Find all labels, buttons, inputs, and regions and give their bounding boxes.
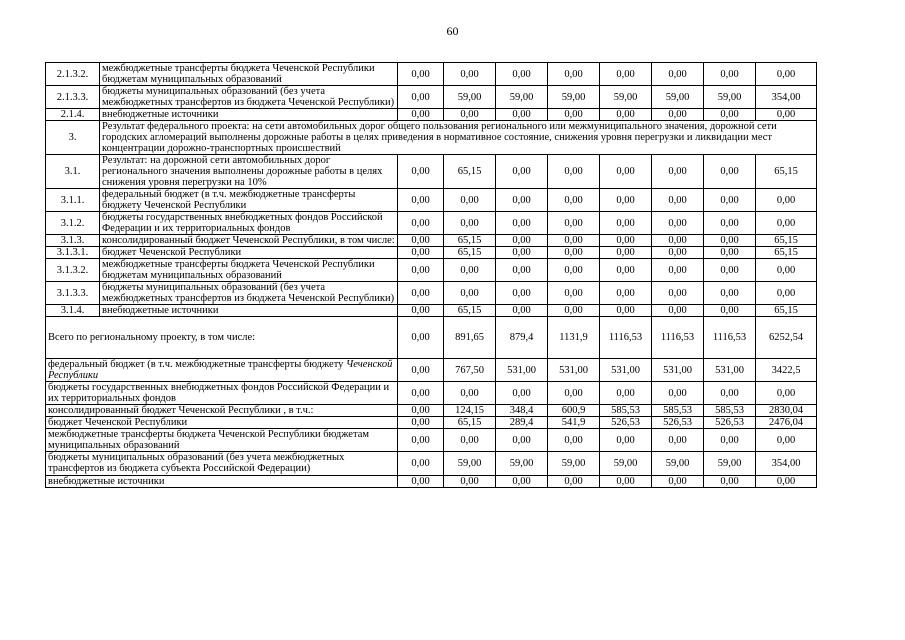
value-cell: 59,00	[444, 452, 496, 475]
value-cell: 124,15	[444, 405, 496, 417]
value-cell: 0,00	[548, 382, 600, 405]
value-cell: 585,53	[652, 405, 704, 417]
row-code: 2.1.3.3.	[46, 86, 100, 109]
row-label: бюджеты муниципальных образований (без учета межбюджетных трансфертов из бюджета Чеченской Республики)	[100, 282, 398, 305]
row-label: консолидированный бюджет Чеченской Республики, в том числе:	[100, 235, 398, 247]
value-cell: 585,53	[704, 405, 756, 417]
value-cell: 59,00	[600, 86, 652, 109]
table-row	[46, 259, 817, 282]
value-cell: 0,00	[652, 235, 704, 247]
value-cell: 0,00	[704, 429, 756, 452]
row-code: 2.1.3.2.	[46, 63, 100, 86]
value-cell: 59,00	[496, 452, 548, 475]
value-cell: 0,00	[600, 247, 652, 259]
value-cell: 0,00	[496, 247, 548, 259]
value-cell: 0,00	[600, 429, 652, 452]
value-cell: 0,00	[398, 359, 444, 382]
value-cell: 0,00	[398, 63, 444, 86]
value-cell: 0,00	[600, 382, 652, 405]
value-cell: 59,00	[548, 452, 600, 475]
value-cell: 59,00	[548, 86, 600, 109]
value-cell: 0,00	[496, 429, 548, 452]
value-cell: 0,00	[548, 429, 600, 452]
value-cell: 526,53	[652, 417, 704, 429]
table-row	[46, 109, 817, 121]
value-cell: 0,00	[444, 212, 496, 235]
table-row	[46, 212, 817, 235]
row-code: 3.	[46, 121, 100, 155]
value-cell: 59,00	[704, 452, 756, 475]
value-cell: 767,50	[444, 359, 496, 382]
value-cell: 0,00	[496, 282, 548, 305]
value-cell: 0,00	[496, 382, 548, 405]
row-total-cell: 65,15	[756, 235, 817, 247]
federal-label-italic: Чеченской Республики	[48, 359, 393, 382]
value-cell: 0,00	[444, 382, 496, 405]
value-cell: 0,00	[444, 259, 496, 282]
row-total-cell: 354,00	[756, 452, 817, 475]
value-cell: 0,00	[496, 475, 548, 487]
value-cell: 59,00	[496, 86, 548, 109]
result-text: Результат федерального проекта: на сети автомобильных дорог общего пользования регионального или межмуниципального значения, дорожной сети городских агломераций выполнены дорожные работы в целях приведения в нормативное состояние, снижения уровня перегрузки и ликвидации мест концентрации дорожно-транспортных происшествий	[100, 121, 817, 155]
value-cell: 0,00	[398, 259, 444, 282]
row-total-cell: 0,00	[756, 109, 817, 121]
value-cell: 0,00	[548, 259, 600, 282]
value-cell: 65,15	[444, 235, 496, 247]
value-cell: 59,00	[652, 452, 704, 475]
value-cell: 0,00	[398, 305, 444, 317]
value-cell: 526,53	[600, 417, 652, 429]
value-cell: 1116,53	[600, 317, 652, 359]
value-cell: 0,00	[600, 109, 652, 121]
row-total-cell: 65,15	[756, 305, 817, 317]
row-code: 3.1.3.2.	[46, 259, 100, 282]
row-label: консолидированный бюджет Чеченской Республики , в т.ч.:	[46, 405, 398, 417]
row-total-cell: 2476,04	[756, 417, 817, 429]
table-row	[46, 429, 817, 452]
value-cell: 891,65	[444, 317, 496, 359]
row-label: бюджеты муниципальных образований (без учета межбюджетных трансфертов из бюджета Чеченской Республики)	[100, 86, 398, 109]
row-label: межбюджетные трансферты бюджета Чеченской Республики бюджетам муниципальных образований	[100, 259, 398, 282]
value-cell: 0,00	[398, 235, 444, 247]
value-cell: 526,53	[704, 417, 756, 429]
row-label: внебюджетные источники	[46, 475, 398, 487]
row-label: бюджеты государственных внебюджетных фондов Российской Федерации и их территориальных фондов	[46, 382, 398, 405]
table-row	[46, 235, 817, 247]
value-cell: 0,00	[652, 155, 704, 189]
row-total-cell: 6252,54	[756, 317, 817, 359]
value-cell: 0,00	[600, 189, 652, 212]
table-row	[46, 417, 817, 429]
value-cell: 531,00	[652, 359, 704, 382]
value-cell: 0,00	[398, 429, 444, 452]
row-label: бюджеты муниципальных образований (без учета межбюджетных трансфертов из бюджета субъекта Российской Федерации)	[46, 452, 398, 475]
value-cell: 0,00	[548, 475, 600, 487]
table-row	[46, 382, 817, 405]
row-total-cell: 0,00	[756, 382, 817, 405]
row-code: 3.1.3.1.	[46, 247, 100, 259]
value-cell: 0,00	[496, 155, 548, 189]
value-cell: 0,00	[600, 155, 652, 189]
value-cell: 531,00	[496, 359, 548, 382]
table-body	[46, 63, 817, 488]
value-cell: 0,00	[444, 475, 496, 487]
value-cell: 0,00	[652, 259, 704, 282]
value-cell: 0,00	[600, 235, 652, 247]
table-row	[46, 475, 817, 487]
row-label: федеральный бюджет (в т.ч. межбюджетные трансферты бюджету Чеченской Республики	[100, 189, 398, 212]
value-cell: 0,00	[652, 212, 704, 235]
row-code: 3.1.3.3.	[46, 282, 100, 305]
value-cell: 0,00	[496, 189, 548, 212]
value-cell: 0,00	[652, 429, 704, 452]
value-cell: 0,00	[704, 282, 756, 305]
value-cell: 0,00	[548, 155, 600, 189]
value-cell: 0,00	[548, 282, 600, 305]
row-total-cell: 0,00	[756, 212, 817, 235]
row-code: 3.1.4.	[46, 305, 100, 317]
row-total-cell: 0,00	[756, 259, 817, 282]
value-cell: 531,00	[548, 359, 600, 382]
value-cell: 0,00	[496, 235, 548, 247]
value-cell: 0,00	[444, 429, 496, 452]
row-label: внебюджетные источники	[100, 305, 398, 317]
value-cell: 0,00	[496, 305, 548, 317]
value-cell: 0,00	[600, 63, 652, 86]
table-row	[46, 305, 817, 317]
row-label: бюджет Чеченской Республики	[46, 417, 398, 429]
row-total-cell: 0,00	[756, 282, 817, 305]
row-total-cell: 65,15	[756, 155, 817, 189]
value-cell: 1116,53	[704, 317, 756, 359]
table-row	[46, 86, 817, 109]
row-code: 2.1.4.	[46, 109, 100, 121]
value-cell: 0,00	[652, 305, 704, 317]
value-cell: 0,00	[704, 259, 756, 282]
value-cell: 0,00	[704, 63, 756, 86]
row-total-cell: 2830,04	[756, 405, 817, 417]
total-row	[46, 317, 817, 359]
value-cell: 0,00	[704, 305, 756, 317]
row-label: внебюджетные источники	[100, 109, 398, 121]
value-cell: 0,00	[704, 189, 756, 212]
value-cell: 0,00	[398, 155, 444, 189]
row-label: бюджеты государственных внебюджетных фондов Российской Федерации и их территориальных фондов	[100, 212, 398, 235]
value-cell: 0,00	[704, 475, 756, 487]
value-cell: 289,4	[496, 417, 548, 429]
row-label: бюджет Чеченской Республики	[100, 247, 398, 259]
value-cell: 0,00	[398, 189, 444, 212]
value-cell: 0,00	[398, 109, 444, 121]
result-row	[46, 121, 817, 155]
row-code: 3.1.1.	[46, 189, 100, 212]
value-cell: 0,00	[496, 212, 548, 235]
federal-label-main: федеральный бюджет (в т.ч. межбюджетные трансферты бюджету	[48, 359, 344, 371]
row-code: 3.1.3.	[46, 235, 100, 247]
value-cell: 1131,9	[548, 317, 600, 359]
row-label: межбюджетные трансферты бюджета Чеченской Республики бюджетам муниципальных образований	[100, 63, 398, 86]
value-cell: 0,00	[704, 235, 756, 247]
value-cell: 0,00	[398, 282, 444, 305]
value-cell: 0,00	[652, 63, 704, 86]
value-cell: 0,00	[548, 63, 600, 86]
value-cell: 0,00	[548, 305, 600, 317]
value-cell: 0,00	[398, 317, 444, 359]
table-row	[46, 63, 817, 86]
value-cell: 0,00	[548, 235, 600, 247]
value-cell: 0,00	[444, 109, 496, 121]
table-row	[46, 405, 817, 417]
table-row	[46, 247, 817, 259]
row-total-cell: 0,00	[756, 63, 817, 86]
row-total-cell: 65,15	[756, 247, 817, 259]
value-cell: 59,00	[444, 86, 496, 109]
value-cell: 0,00	[704, 382, 756, 405]
value-cell: 0,00	[444, 189, 496, 212]
value-cell: 0,00	[600, 305, 652, 317]
value-cell: 0,00	[548, 212, 600, 235]
row-code: 3.1.	[46, 155, 100, 189]
table-row	[46, 189, 817, 212]
total-label: Всего по региональному проекту, в том числе:	[46, 317, 398, 359]
value-cell: 0,00	[398, 405, 444, 417]
value-cell: 0,00	[398, 452, 444, 475]
value-cell: 0,00	[704, 155, 756, 189]
value-cell: 0,00	[444, 282, 496, 305]
value-cell: 0,00	[600, 212, 652, 235]
value-cell: 348,4	[496, 405, 548, 417]
value-cell: 0,00	[704, 247, 756, 259]
table-row	[46, 282, 817, 305]
value-cell: 585,53	[600, 405, 652, 417]
value-cell: 0,00	[398, 212, 444, 235]
row-total-cell: 0,00	[756, 429, 817, 452]
value-cell: 0,00	[548, 189, 600, 212]
value-cell: 0,00	[398, 417, 444, 429]
value-cell: 879,4	[496, 317, 548, 359]
value-cell: 0,00	[548, 109, 600, 121]
value-cell: 0,00	[398, 475, 444, 487]
value-cell: 531,00	[704, 359, 756, 382]
value-cell: 65,15	[444, 417, 496, 429]
value-cell: 0,00	[652, 109, 704, 121]
row-label: Результат: на дорожной сети автомобильных дорог регионального значения выполнены дорожные работы в целях снижения уровня перегрузки на 10%	[100, 155, 398, 189]
value-cell: 0,00	[652, 475, 704, 487]
federal-label	[46, 359, 398, 382]
value-cell: 0,00	[652, 189, 704, 212]
value-cell: 0,00	[704, 109, 756, 121]
value-cell: 0,00	[496, 109, 548, 121]
value-cell: 0,00	[444, 63, 496, 86]
value-cell: 59,00	[600, 452, 652, 475]
value-cell: 0,00	[548, 247, 600, 259]
row-code: 3.1.2.	[46, 212, 100, 235]
table-row	[46, 155, 817, 189]
value-cell: 65,15	[444, 305, 496, 317]
table-row	[46, 452, 817, 475]
value-cell: 0,00	[704, 212, 756, 235]
value-cell: 0,00	[398, 86, 444, 109]
row-total-cell: 0,00	[756, 189, 817, 212]
value-cell: 600,9	[548, 405, 600, 417]
value-cell: 0,00	[600, 475, 652, 487]
page-number: 60	[446, 24, 459, 38]
value-cell: 0,00	[600, 282, 652, 305]
value-cell: 59,00	[704, 86, 756, 109]
row-total-cell: 0,00	[756, 475, 817, 487]
value-cell: 65,15	[444, 247, 496, 259]
value-cell: 0,00	[652, 382, 704, 405]
row-total-cell: 354,00	[756, 86, 817, 109]
row-total-cell: 3422,5	[756, 359, 817, 382]
value-cell: 65,15	[444, 155, 496, 189]
value-cell: 0,00	[652, 247, 704, 259]
value-cell: 0,00	[398, 247, 444, 259]
budget-table	[45, 62, 817, 488]
value-cell: 531,00	[600, 359, 652, 382]
value-cell: 59,00	[652, 86, 704, 109]
value-cell: 0,00	[652, 282, 704, 305]
value-cell: 1116,53	[652, 317, 704, 359]
value-cell: 0,00	[600, 259, 652, 282]
value-cell: 541,9	[548, 417, 600, 429]
federal-row	[46, 359, 817, 382]
row-label: межбюджетные трансферты бюджета Чеченской Республики бюджетам муниципальных образований	[46, 429, 398, 452]
value-cell: 0,00	[496, 63, 548, 86]
value-cell: 0,00	[398, 382, 444, 405]
value-cell: 0,00	[496, 259, 548, 282]
